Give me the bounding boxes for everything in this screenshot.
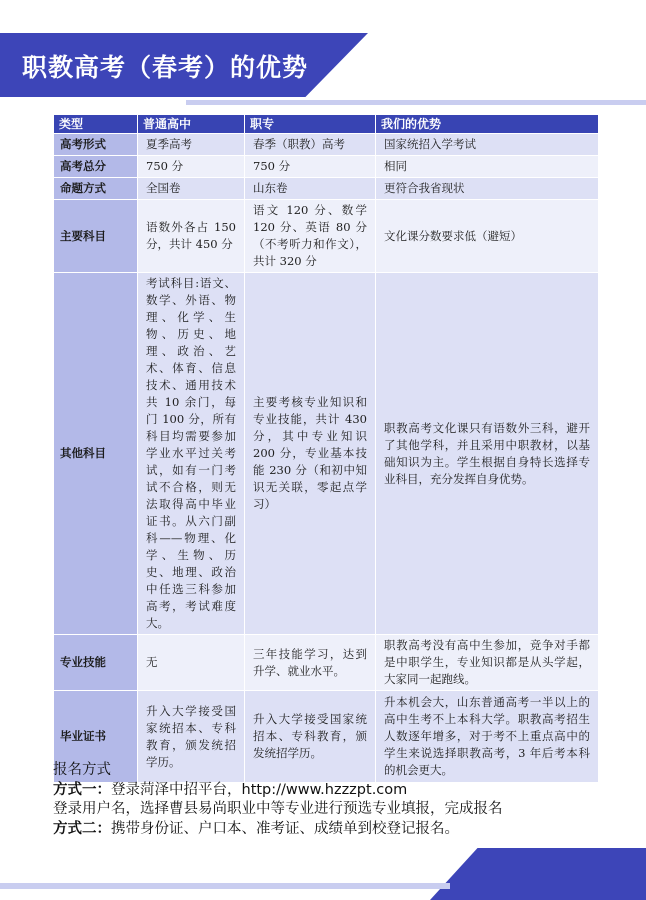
row-label: 专业技能 (54, 635, 138, 691)
cell-general: 考试科目:语文、数学、外语、物理、化学、生物、历史、地理、政治、艺术、体育、信息技术、通用技术共 10 余门，每门 100 分，所有科目均需要参加学业水平过关考试，如有一门考试不合格，则无法取得高中毕业证书。从六门副科——物理、化学、生物、历史、地理、政治中任选三科参加高考，考试难度大。 (138, 273, 245, 635)
cell-general: 无 (138, 635, 245, 691)
title-divider (186, 100, 646, 105)
registration-section (53, 761, 633, 839)
header-our-advantage: 我们的优势 (376, 115, 599, 134)
cell-advantage: 升本机会大，山东普通高考一半以上的高中生考不上本科大学。职教高考招生人数逐年增多，对于考不上重点高中的学生来说选择职教高考，3 年后考本科的机会更大。 (376, 691, 599, 783)
method-1-label: 方式一： (53, 781, 111, 798)
bottom-divider (0, 883, 450, 889)
row-label: 命题方式 (54, 178, 138, 200)
cell-vocational: 三年技能学习，达到升学、就业水平。 (245, 635, 376, 691)
header-type: 类型 (54, 115, 138, 134)
cell-advantage: 职教高考文化课只有语数外三科，避开了其他学科，并且采用中职教材，以基础知识为主。学生根据自身特长选择专业科目，充分发挥自身优势。 (376, 273, 599, 635)
registration-heading: 报名方式 (53, 762, 111, 778)
registration-method-1 (53, 781, 633, 801)
cell-vocational: 主要考核专业知识和专业技能，共计 430 分，其中专业知识 200 分，专业基本技能 230 分（和初中知识无关联，零起点学习） (245, 273, 376, 635)
registration-method-2 (53, 820, 633, 840)
cell-advantage: 相同 (376, 156, 599, 178)
cell-advantage: 职教高考没有高中生参加，竞争对手都是中职学生，专业知识都是从头学起，大家同一起跑线。 (376, 635, 599, 691)
cell-general: 升入大学接受国家统招本、专科教育，颁发统招学历。 (138, 691, 245, 783)
comparison-table (53, 114, 599, 783)
method-1-text: 登录菏泽中招平台，http://www.hzzzpt.com (111, 781, 408, 798)
cell-advantage: 更符合我省现状 (376, 178, 599, 200)
table-row (54, 156, 599, 178)
row-label: 毕业证书 (54, 691, 138, 783)
registration-instructions: 登录用户名，选择曹县易尚职业中等专业进行预选专业填报，完成报名 (53, 801, 503, 817)
cell-advantage: 文化课分数要求低（避短） (376, 200, 599, 273)
row-label: 主要科目 (54, 200, 138, 273)
table-row (54, 635, 599, 691)
table-header-row (54, 115, 599, 134)
page-title: 职教高考（春考）的优势 (22, 53, 309, 82)
corner-decoration (430, 848, 646, 900)
cell-vocational: 语文 120 分、数学 120 分、英语 80 分（不考听力和作文），共计 320 分 (245, 200, 376, 273)
row-label: 高考总分 (54, 156, 138, 178)
table-row (54, 134, 599, 156)
header-general-high-school: 普通高中 (138, 115, 245, 134)
cell-general: 夏季高考 (138, 134, 245, 156)
cell-vocational: 山东卷 (245, 178, 376, 200)
method-2-text: 携带身份证、户口本、准考证、成绩单到校登记报名。 (111, 820, 459, 837)
cell-general: 750 分 (138, 156, 245, 178)
cell-advantage: 国家统招入学考试 (376, 134, 599, 156)
cell-vocational: 750 分 (245, 156, 376, 178)
table-row (54, 178, 599, 200)
row-label: 其他科目 (54, 273, 138, 635)
method-2-label: 方式二： (53, 820, 111, 837)
cell-general: 语数外各占 150 分，共计 450 分 (138, 200, 245, 273)
table-row (54, 200, 599, 273)
cell-vocational: 春季（职教）高考 (245, 134, 376, 156)
cell-vocational: 升入大学接受国家统招本、专科教育，颁发统招学历。 (245, 691, 376, 783)
table-row (54, 273, 599, 635)
cell-general: 全国卷 (138, 178, 245, 200)
row-label: 高考形式 (54, 134, 138, 156)
header-vocational-school: 职专 (245, 115, 376, 134)
